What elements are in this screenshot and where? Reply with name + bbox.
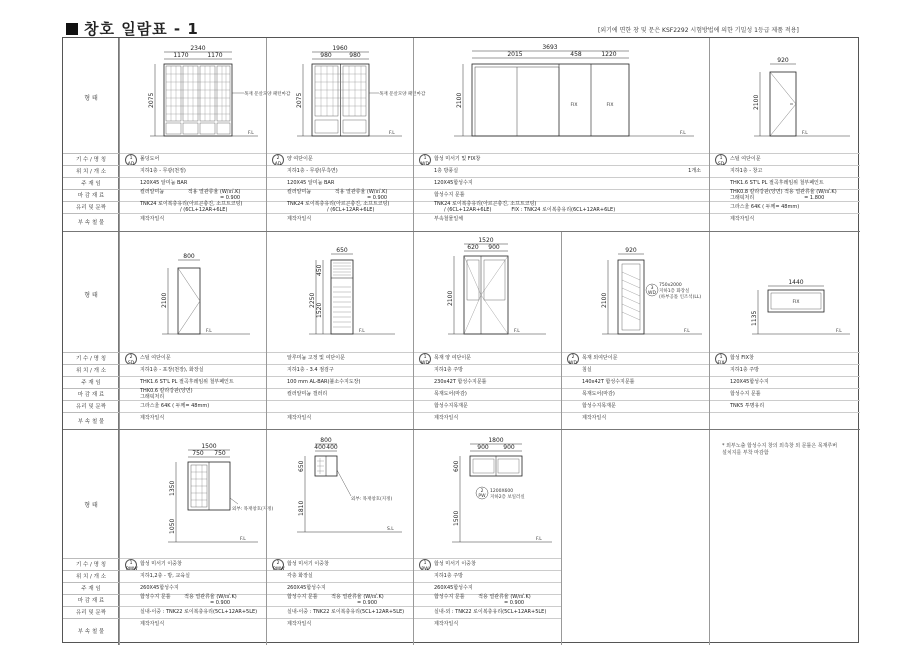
dim-height: 2075 — [148, 92, 155, 108]
svg-text:PW: PW — [478, 494, 486, 499]
item-finish: 컬러알미늄 갤러리 — [267, 388, 413, 400]
page-note: [외기에 면한 창 및 문은 KSF2292 시험방법에 의한 기밀성 1등급 제품 적용] — [598, 27, 799, 34]
row-label-shape: 형 태 — [84, 292, 98, 299]
svg-text:WD: WD — [648, 291, 656, 296]
svg-text:FIX: FIX — [792, 300, 800, 305]
svg-text:2015: 2015 — [507, 51, 523, 58]
item-glass: TNK5 투명유리 — [710, 400, 860, 412]
item-name: 합성 미서기 이중창 — [120, 558, 266, 570]
item-glass: 실내-이중 : TNK22 로이복층유리(5CL+12AR+5LE) — [120, 606, 266, 618]
item-location: 지하1층 주방 — [414, 570, 561, 582]
row-label-frame: 주 재 임 — [63, 376, 119, 388]
svg-text:900: 900 — [477, 444, 489, 451]
item-finish: 컬러알미늄 적용 열관류율 (W/㎡.K) = 0.900 — [120, 189, 266, 201]
drawing-fix-window — [710, 232, 860, 352]
svg-text:F.L: F.L — [389, 131, 395, 136]
item-hardware: 제작자일식 — [120, 213, 266, 225]
svg-text:F.L: F.L — [836, 329, 842, 334]
row-label-glass: 유리 및 문짝 — [63, 606, 119, 618]
item-frame: 120X45합성수지 — [710, 376, 860, 388]
svg-text:600: 600 — [453, 460, 460, 472]
svg-text:458: 458 — [570, 51, 582, 58]
schedule-sheet — [62, 37, 859, 643]
dim-width-2: 1170 — [207, 52, 223, 59]
item-glass: 그라스울 64K ( 두께= 48mm) — [120, 400, 266, 412]
svg-text:1810: 1810 — [298, 500, 305, 516]
row-label-glass: 유리 및 문짝 — [63, 201, 119, 213]
item-frame: THK1.6 ST'L PL 절곡후레임위 철부페인트 — [120, 376, 266, 388]
svg-text:F.L: F.L — [802, 131, 808, 136]
schedule-cell-wd-single — [561, 232, 709, 430]
svg-text:900: 900 — [488, 244, 500, 251]
svg-text:F.L: F.L — [684, 329, 690, 334]
svg-text:F.L: F.L — [514, 329, 520, 334]
item-glass — [267, 400, 413, 412]
svg-text:2100: 2100 — [753, 94, 760, 110]
svg-text:F.L: F.L — [206, 329, 212, 334]
svg-text:F.L: F.L — [680, 131, 686, 136]
svg-text:FIX: FIX — [570, 103, 578, 108]
svg-text:920: 920 — [777, 57, 789, 64]
item-badge: 2 AD — [271, 154, 285, 176]
item-hardware — [710, 412, 860, 424]
item-badge: 2 PWW — [273, 561, 285, 572]
schedule-cell-sd2 — [119, 232, 266, 430]
svg-text:S.L: S.L — [387, 527, 394, 532]
item-finish: 합성수지 문틀 적용 열관류율 (W/㎡.K) = 0.900 — [414, 594, 561, 606]
item-name: 스틸 여닫이문 — [120, 352, 266, 364]
item-hardware: 제작자일식 — [267, 213, 413, 225]
schedule-cell-pww2 — [266, 430, 413, 645]
schedule-cell-empty-1 — [561, 430, 709, 645]
item-location: 지하1,2층 - 방, 교육실 — [120, 570, 266, 582]
item-badge: 1 PW — [418, 559, 432, 581]
item-location: 지하1층 주방 — [414, 364, 561, 376]
drawing-sliding-fix-window — [414, 38, 709, 153]
item-frame: 100 mm AL-BAR(불소수지도장) — [267, 376, 413, 388]
svg-text:2075: 2075 — [296, 92, 303, 108]
svg-text:1050: 1050 — [169, 518, 176, 534]
svg-text:650: 650 — [336, 247, 348, 254]
item-hardware: 제작자일식 — [414, 618, 561, 630]
svg-text:1800: 1800 — [488, 437, 504, 444]
row-label-column — [63, 430, 119, 645]
title-square-icon — [66, 23, 78, 35]
item-finish: 합성수지 문틀 적용 열관류율 (W/㎡.K) = 0.900 — [120, 594, 266, 606]
row-label-location: 위 치 / 개 소 — [63, 165, 119, 177]
svg-text:1960: 1960 — [332, 45, 348, 52]
svg-text:1135: 1135 — [751, 310, 758, 326]
item-frame: 120X45합성수지 — [414, 177, 709, 189]
svg-text:1520: 1520 — [478, 237, 494, 244]
svg-text:F.L: F.L — [240, 537, 246, 542]
drawing-double-door — [267, 38, 426, 153]
item-hardware: 제작자일식 — [267, 618, 413, 630]
svg-text:1500: 1500 — [453, 510, 460, 526]
drawing-folding-door — [120, 38, 291, 153]
svg-text:2100: 2100 — [161, 292, 168, 308]
svg-text:900: 900 — [503, 444, 515, 451]
row-label-shape: 형 태 — [84, 95, 98, 102]
item-badge: 1 PWW — [126, 561, 138, 572]
row-label-glass: 유리 및 문짝 — [63, 400, 119, 412]
page-title-text: 창호 일람표 - 1 — [84, 20, 199, 38]
item-name: 스틸 여닫이문 — [710, 153, 860, 165]
svg-text:지하1층 화장실: 지하1층 화장실 — [659, 289, 690, 294]
svg-text:지하2층 보일러실: 지하2층 보일러실 — [490, 495, 525, 500]
item-frame: 260X45합성수지 — [267, 582, 413, 594]
item-location: 지하1층 주방 — [710, 364, 860, 376]
row-label-name: 기 수 / 명 칭 — [63, 558, 119, 570]
schedule-cell-wd-double — [413, 232, 561, 430]
schedule-cell-fix — [709, 232, 860, 430]
svg-text:(하부공틀 인조석(LL): (하부공틀 인조석(LL) — [659, 295, 702, 300]
svg-text:F.L: F.L — [536, 537, 542, 542]
item-finish: THK0.6 칼라강판(양면) 그래픽처리 — [120, 388, 266, 400]
svg-text:750x2000: 750x2000 — [659, 283, 682, 288]
item-hardware: 제작자일식 — [120, 618, 266, 630]
svg-text:400: 400 — [314, 444, 326, 451]
drawing-steel-door — [120, 232, 266, 352]
item-location: 1층 방풍실 1개소 — [414, 165, 709, 177]
item-glass: TNK24 로이복층유리(아르곤충진, 소프트코팅) / (6CL+12AR+6LE) FIX : TNK24 로이복층유리(6CL+12AR+6LE) — [414, 201, 709, 213]
svg-text:800: 800 — [183, 253, 195, 260]
svg-text:2: 2 — [480, 489, 484, 494]
band-2 — [63, 231, 860, 429]
item-location: 지하1층 - 3.4 점검구 — [267, 364, 413, 376]
svg-text:920: 920 — [625, 247, 637, 254]
drawing-note: 목재 문살모양 패턴마감 — [244, 92, 291, 97]
item-frame: 230x42T 합성수지문틀 — [414, 376, 561, 388]
row-label-name: 기 수 / 명 칭 — [63, 352, 119, 364]
item-hardware: 제작자일식 — [120, 412, 266, 424]
row-label-hardware: 부 속 철 물 — [63, 412, 119, 430]
item-name: 폴딩도어 — [120, 153, 266, 165]
schedule-cell-notes — [709, 430, 860, 645]
row-label-finish: 마 감 재 료 — [63, 189, 119, 201]
row-label-hardware: 부 속 철 물 — [63, 213, 119, 231]
row-label-name: 기 수 / 명 칭 — [63, 153, 119, 165]
row-label-column — [63, 232, 119, 430]
item-name: 목재 외여닫이문 — [562, 352, 709, 364]
item-glass: 실내-외 : TNK22 로이복층유리(5CL+12AR+5LE) — [414, 606, 561, 618]
band-1 — [63, 38, 860, 231]
floor-level-label: F.L — [248, 131, 254, 136]
row-label-location: 위 치 / 개 소 — [63, 570, 119, 582]
item-glass: 그라스울 64K ( 두께= 48mm) — [710, 201, 860, 213]
svg-text:1500: 1500 — [201, 443, 217, 450]
item-finish: 합성수지 문틀 적용 열관류율 (W/㎡.K) = 0.900 — [267, 594, 413, 606]
svg-text:2100: 2100 — [456, 92, 463, 108]
item-hardware: 제작자일식 — [710, 213, 860, 225]
row-label-frame: 주 재 임 — [63, 177, 119, 189]
item-badge: 1 WD — [418, 154, 432, 176]
item-badge: 1 AD — [124, 154, 138, 176]
dim-width-1: 1170 — [173, 52, 189, 59]
svg-text:1220: 1220 — [601, 51, 617, 58]
item-frame: 140x42T 합성수지문틀 — [562, 376, 709, 388]
schedule-cell-louver — [266, 232, 413, 430]
item-finish: THK0.8 칼라강판(양면) 적용 열관류율 (W/㎡.K) 그래픽처리 = 1.800 — [710, 189, 860, 201]
item-finish: 목재도어(마감) — [562, 388, 709, 400]
item-location: 각층 화장실 — [267, 570, 413, 582]
row-label-frame: 주 재 임 — [63, 582, 119, 594]
item-frame: 260X45합성수지 — [120, 582, 266, 594]
item-name: 합성 FIX창 — [710, 352, 860, 364]
item-count: 1개소 — [688, 168, 701, 174]
item-hardware: 부속철물일체 — [414, 213, 709, 225]
drawing-sliding-double-window — [414, 430, 561, 558]
row-label-location: 위 치 / 개 소 — [63, 364, 119, 376]
schedule-cell-wd1 — [413, 38, 709, 231]
svg-text:1200X600: 1200X600 — [490, 489, 514, 494]
item-name: 알루미늄 고정 및 여닫이문 — [267, 352, 413, 364]
svg-text:2250: 2250 — [309, 292, 316, 308]
item-glass: TNK24 로이복층유리(아르곤충진, 소프트코팅) / (6CL+12AR+6LE) — [120, 201, 266, 213]
item-frame: 120X45 알미늄 BAR — [120, 177, 266, 189]
svg-text:650: 650 — [298, 460, 305, 472]
schedule-cell-pw1 — [413, 430, 561, 645]
item-name: 양 여닫이문 — [267, 153, 413, 165]
drawing-wood-single-door — [562, 232, 709, 352]
item-hardware: 제작자일식 — [562, 412, 709, 424]
svg-text:외부: 목재창호(지정): 외부: 목재창호(지정) — [351, 497, 393, 502]
svg-text:FIX: FIX — [606, 103, 614, 108]
svg-text:외부: 목재창호(지정): 외부: 목재창호(지정) — [232, 507, 274, 512]
item-location: 지하1층 - 창고 — [710, 165, 860, 177]
item-hardware: 제작자일식 — [267, 412, 413, 424]
item-badge: 2 WD — [566, 353, 580, 375]
svg-text:750: 750 — [214, 450, 226, 457]
item-badge: 1 FIX — [714, 353, 728, 375]
page-title — [66, 18, 199, 39]
item-name: 목재 양 여닫이문 — [414, 352, 561, 364]
item-location: 지하1층 - 무광(천정) — [120, 165, 266, 177]
item-hardware: 제작자일식 — [414, 412, 561, 424]
svg-text:목재 문살모양 패턴마감: 목재 문살모양 패턴마감 — [379, 92, 426, 97]
item-frame: THK1.6 ST'L PL 절곡후레임위 철부페인트 — [710, 177, 860, 189]
drawing-small-double-window — [267, 430, 413, 558]
drawing-aluminum-louver-door — [267, 232, 413, 352]
row-label-shape: 형 태 — [84, 502, 98, 509]
item-badge: 2 SD — [124, 353, 138, 375]
row-label-finish: 마 감 재 료 — [63, 388, 119, 400]
drawing-steel-door — [710, 38, 860, 153]
item-location: 지하1층 - 포장(천장), 화장실 — [120, 364, 266, 376]
item-finish: 목재도어(마감) — [414, 388, 561, 400]
item-badge: 1 WD — [418, 353, 432, 375]
item-location: 지하1층 - 무광(무측면) — [267, 165, 413, 177]
drawing-wood-double-door — [414, 232, 561, 352]
svg-text:1520: 1520 — [316, 302, 323, 318]
item-glass: TNK24 로이복층유리(아르곤충진, 소프트코팅) / (6CL+12AR+6LE) — [267, 201, 413, 213]
svg-text:450: 450 — [316, 264, 323, 276]
svg-text:F.L: F.L — [359, 329, 365, 334]
svg-text:750: 750 — [192, 450, 204, 457]
row-label-hardware: 부 속 철 물 — [63, 618, 119, 645]
item-glass: 실내-이중 : TNK22 로이복층유리(5CL+12AR+5LE) — [267, 606, 413, 618]
item-name: 합성 미서기 이중창 — [267, 558, 413, 570]
svg-text:1350: 1350 — [169, 480, 176, 496]
svg-text:980: 980 — [320, 52, 332, 59]
schedule-cell-sd1 — [709, 38, 860, 231]
item-name: 합성 미서기 이중창 — [414, 558, 561, 570]
item-glass: 합성수지목재문 — [562, 400, 709, 412]
row-label-finish: 마 감 재 료 — [63, 594, 119, 606]
item-finish: 합성수지 문틀 — [710, 388, 860, 400]
item-location: 침실 — [562, 364, 709, 376]
svg-text:3: 3 — [650, 286, 654, 291]
svg-text:3693: 3693 — [542, 44, 558, 51]
item-frame: 120X45 알미늄 BAR — [267, 177, 413, 189]
item-glass: 합성수지목재문 — [414, 400, 561, 412]
band-3 — [63, 429, 860, 644]
item-name: 합성 미서기 및 FIX창 — [414, 153, 709, 165]
item-badge: 1 SD — [714, 154, 728, 176]
item-finish: 컬러알미늄 적용 열관류율 (W/㎡.K) = 0.900 — [267, 189, 413, 201]
svg-text:980: 980 — [349, 52, 361, 59]
drawing-double-sliding-window — [120, 430, 274, 558]
dim-width: 2340 — [190, 45, 206, 52]
svg-text:400: 400 — [326, 444, 338, 451]
svg-text:2100: 2100 — [447, 290, 454, 306]
svg-text:800: 800 — [320, 437, 332, 444]
svg-text:1440: 1440 — [788, 279, 804, 286]
svg-text:620: 620 — [467, 244, 479, 251]
row-label-column — [63, 38, 119, 231]
footnote: * 외부노출 합성수지 창의 외측창 외 문틀은 목재루버 설치지를 부착 마감함 — [722, 443, 838, 456]
svg-text:2100: 2100 — [601, 292, 608, 308]
item-finish: 합성수지 문틀 — [414, 189, 709, 201]
schedule-cell-pww1 — [119, 430, 274, 645]
item-frame: 260X45합성수지 — [414, 582, 561, 594]
